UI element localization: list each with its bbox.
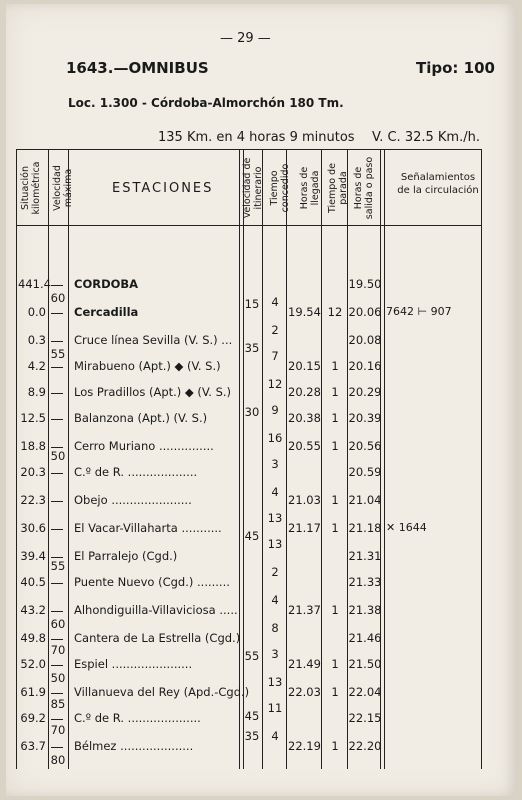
itinerary-speed: 35 xyxy=(244,341,260,355)
allotted-time: 4 xyxy=(271,485,279,499)
station-name: Villanueva del Rey (Apd.-Cgd.) xyxy=(74,685,250,699)
allotted-time: 12 xyxy=(267,377,283,391)
circulation-signal: 7642 ⊢ 907 xyxy=(386,305,452,318)
allotted-time: 8 xyxy=(271,621,279,635)
departure-time: 20.56 xyxy=(348,439,382,453)
page-number: — 29 — xyxy=(220,31,271,46)
max-speed: 55 xyxy=(50,559,66,573)
timetable xyxy=(16,149,482,769)
arrival-time: 21.49 xyxy=(288,657,321,671)
column-rule xyxy=(262,149,263,769)
departure-time: 21.04 xyxy=(348,493,382,507)
allotted-time: 2 xyxy=(271,565,279,579)
departure-time: 22.04 xyxy=(348,685,382,699)
stop-duration: 1 xyxy=(331,439,339,453)
allotted-time: 3 xyxy=(271,647,279,661)
stop-duration: 1 xyxy=(331,359,339,373)
allotted-time: 4 xyxy=(271,729,279,743)
header-estaciones: ESTACIONES xyxy=(112,181,214,196)
km-position: 30.6 xyxy=(20,521,46,535)
station-name: Cerro Muriano ............... xyxy=(74,439,214,453)
station-name: C.º de R. .................... xyxy=(74,711,201,725)
max-speed: 60 xyxy=(50,291,66,305)
column-rule xyxy=(321,149,322,769)
header-velocidad-maxima: Velocidad máxima xyxy=(52,165,74,211)
km-position: 441.4 xyxy=(18,277,51,291)
km-position: 0.3 xyxy=(27,333,46,347)
itinerary-speed: 15 xyxy=(244,297,260,311)
arrival-time: 20.38 xyxy=(288,411,321,425)
header-bottom-rule xyxy=(16,225,482,226)
header-velocidad-itinerario: Velocidad de itinerario xyxy=(242,157,264,219)
row-separator xyxy=(51,501,63,502)
allotted-time: 9 xyxy=(271,403,279,417)
stop-duration: 1 xyxy=(331,603,339,617)
allotted-time: 3 xyxy=(271,457,279,471)
circulation-signal: ✕ 1644 xyxy=(386,521,427,534)
header-tiempo-concedido: Tiempo concedido xyxy=(269,163,291,213)
column-rule xyxy=(347,149,348,769)
row-separator xyxy=(51,447,63,448)
station-name: Bélmez .................... xyxy=(74,739,194,753)
arrival-time: 21.03 xyxy=(288,493,321,507)
train-type: Tipo: 100 xyxy=(416,59,495,77)
itinerary-speed: 35 xyxy=(244,729,260,743)
departure-time: 20.16 xyxy=(348,359,382,373)
arrival-time: 22.03 xyxy=(288,685,321,699)
itinerary-speed: 30 xyxy=(244,405,260,419)
allotted-time: 4 xyxy=(271,593,279,607)
station-name: Alhondiguilla-Villaviciosa ..... xyxy=(74,603,238,617)
route-summary: 135 Km. en 4 horas 9 minutos xyxy=(158,130,355,145)
departure-time: 22.15 xyxy=(348,711,382,725)
km-position: 49.8 xyxy=(20,631,46,645)
table-top-rule xyxy=(16,149,482,150)
header-senalamientos: Señalamientos de la circulación xyxy=(397,172,479,196)
column-rule xyxy=(239,149,244,769)
row-separator xyxy=(51,611,63,612)
max-speed: 55 xyxy=(50,347,66,361)
max-speed: 80 xyxy=(50,753,66,767)
km-position: 18.8 xyxy=(20,439,46,453)
row-separator xyxy=(51,341,63,342)
arrival-time: 20.28 xyxy=(288,385,321,399)
commercial-speed: V. C. 32.5 Km./h. xyxy=(372,130,480,145)
stop-duration: 1 xyxy=(331,493,339,507)
column-rule xyxy=(286,149,287,769)
departure-time: 21.33 xyxy=(348,575,382,589)
row-separator xyxy=(51,583,63,584)
stop-duration: 1 xyxy=(331,657,339,671)
km-position: 8.9 xyxy=(27,385,46,399)
km-position: 4.2 xyxy=(27,359,46,373)
km-position: 52.0 xyxy=(20,657,46,671)
departure-time: 20.39 xyxy=(348,411,382,425)
station-name-bold: CORDOBA xyxy=(74,277,139,291)
row-separator xyxy=(51,747,63,748)
row-separator xyxy=(51,693,63,694)
row-separator xyxy=(51,473,63,474)
train-title: 1643.—OMNIBUS xyxy=(66,59,209,77)
station-name xyxy=(74,277,138,291)
row-separator xyxy=(51,665,63,666)
stop-duration: 1 xyxy=(331,411,339,425)
stop-duration: 1 xyxy=(331,521,339,535)
allotted-time: 16 xyxy=(267,431,283,445)
max-speed: 50 xyxy=(50,671,66,685)
max-speed: 70 xyxy=(50,643,66,657)
station-name: Balanzona (Apt.) (V. S.) xyxy=(74,411,208,425)
arrival-time: 21.17 xyxy=(288,521,321,535)
column-rule xyxy=(380,149,385,769)
departure-time: 21.31 xyxy=(348,549,382,563)
row-separator xyxy=(51,419,63,420)
row-separator xyxy=(51,719,63,720)
departure-time: 22.20 xyxy=(348,739,382,753)
km-position: 40.5 xyxy=(20,575,46,589)
allotted-time: 7 xyxy=(271,349,279,363)
km-position: 43.2 xyxy=(20,603,46,617)
row-separator xyxy=(51,639,63,640)
stop-duration: 1 xyxy=(331,739,339,753)
km-position: 0.0 xyxy=(27,305,46,319)
departure-time: 21.38 xyxy=(348,603,382,617)
allotted-time: 4 xyxy=(271,295,279,309)
allotted-time: 2 xyxy=(271,323,279,337)
max-speed: 60 xyxy=(50,617,66,631)
departure-time: 20.08 xyxy=(348,333,382,347)
km-position: 61.9 xyxy=(20,685,46,699)
allotted-time: 11 xyxy=(267,701,283,715)
station-name-bold: Cercadilla xyxy=(74,305,139,319)
station-name: Cantera de La Estrella (Cgd.) xyxy=(74,631,241,645)
arrival-time: 21.37 xyxy=(288,603,321,617)
column-rule xyxy=(48,149,49,769)
arrival-time: 20.15 xyxy=(288,359,321,373)
arrival-time: 19.54 xyxy=(288,305,321,319)
locomotive-info: Loc. 1.300 - Córdoba-Almorchón 180 Tm. xyxy=(68,96,344,110)
km-position: 22.3 xyxy=(20,493,46,507)
departure-time: 20.59 xyxy=(348,465,382,479)
arrival-time: 22.19 xyxy=(288,739,321,753)
column-rule xyxy=(16,149,17,769)
station-name: Cruce línea Sevilla (V. S.) ... xyxy=(74,333,233,347)
station-name: Los Pradillos (Apt.) ◆ (V. S.) xyxy=(74,385,232,399)
allotted-time: 13 xyxy=(267,537,283,551)
itinerary-speed: 45 xyxy=(244,529,260,543)
station-name: Mirabueno (Apt.) ◆ (V. S.) xyxy=(74,359,221,373)
max-speed: 70 xyxy=(50,723,66,737)
stop-duration: 1 xyxy=(331,685,339,699)
max-speed: 85 xyxy=(50,697,66,711)
stop-duration: 1 xyxy=(331,385,339,399)
departure-time: 21.46 xyxy=(348,631,382,645)
column-rule xyxy=(481,149,482,769)
allotted-time: 13 xyxy=(267,675,283,689)
row-separator xyxy=(51,393,63,394)
stop-duration: 12 xyxy=(327,305,343,319)
departure-time: 21.50 xyxy=(348,657,382,671)
station-name xyxy=(74,305,138,319)
km-position: 63.7 xyxy=(20,739,46,753)
timetable-page xyxy=(6,4,516,796)
allotted-time: 13 xyxy=(267,511,283,525)
station-name: C.º de R. ................... xyxy=(74,465,198,479)
row-separator xyxy=(51,557,63,558)
km-position: 69.2 xyxy=(20,711,46,725)
column-rule xyxy=(68,149,69,769)
station-name: El Vacar-Villaharta ........... xyxy=(74,521,222,535)
row-separator xyxy=(51,313,63,314)
station-name: Obejo ...................... xyxy=(74,493,192,507)
header-tiempo-parada: Tiempo de parada xyxy=(327,163,349,213)
row-separator xyxy=(51,367,63,368)
km-position: 39.4 xyxy=(20,549,46,563)
station-name: Espiel ...................... xyxy=(74,657,193,671)
row-separator xyxy=(51,529,63,530)
station-name: Puente Nuevo (Cgd.) ......... xyxy=(74,575,230,589)
max-speed: 50 xyxy=(50,449,66,463)
departure-time: 20.06 xyxy=(348,305,382,319)
itinerary-speed: 45 xyxy=(244,709,260,723)
header-horas-llegada: Horas de llegada xyxy=(299,166,321,210)
header-situacion: Situación kilométrica xyxy=(20,161,42,215)
row-separator xyxy=(51,285,63,286)
departure-time: 19.50 xyxy=(348,277,382,291)
station-name: El Parralejo (Cgd.) xyxy=(74,549,178,563)
km-position: 20.3 xyxy=(20,465,46,479)
itinerary-speed: 55 xyxy=(244,649,260,663)
departure-time: 21.18 xyxy=(348,521,382,535)
km-position: 12.5 xyxy=(20,411,46,425)
header-horas-salida: Horas de salida o paso xyxy=(353,156,375,220)
departure-time: 20.29 xyxy=(348,385,382,399)
arrival-time: 20.55 xyxy=(288,439,321,453)
